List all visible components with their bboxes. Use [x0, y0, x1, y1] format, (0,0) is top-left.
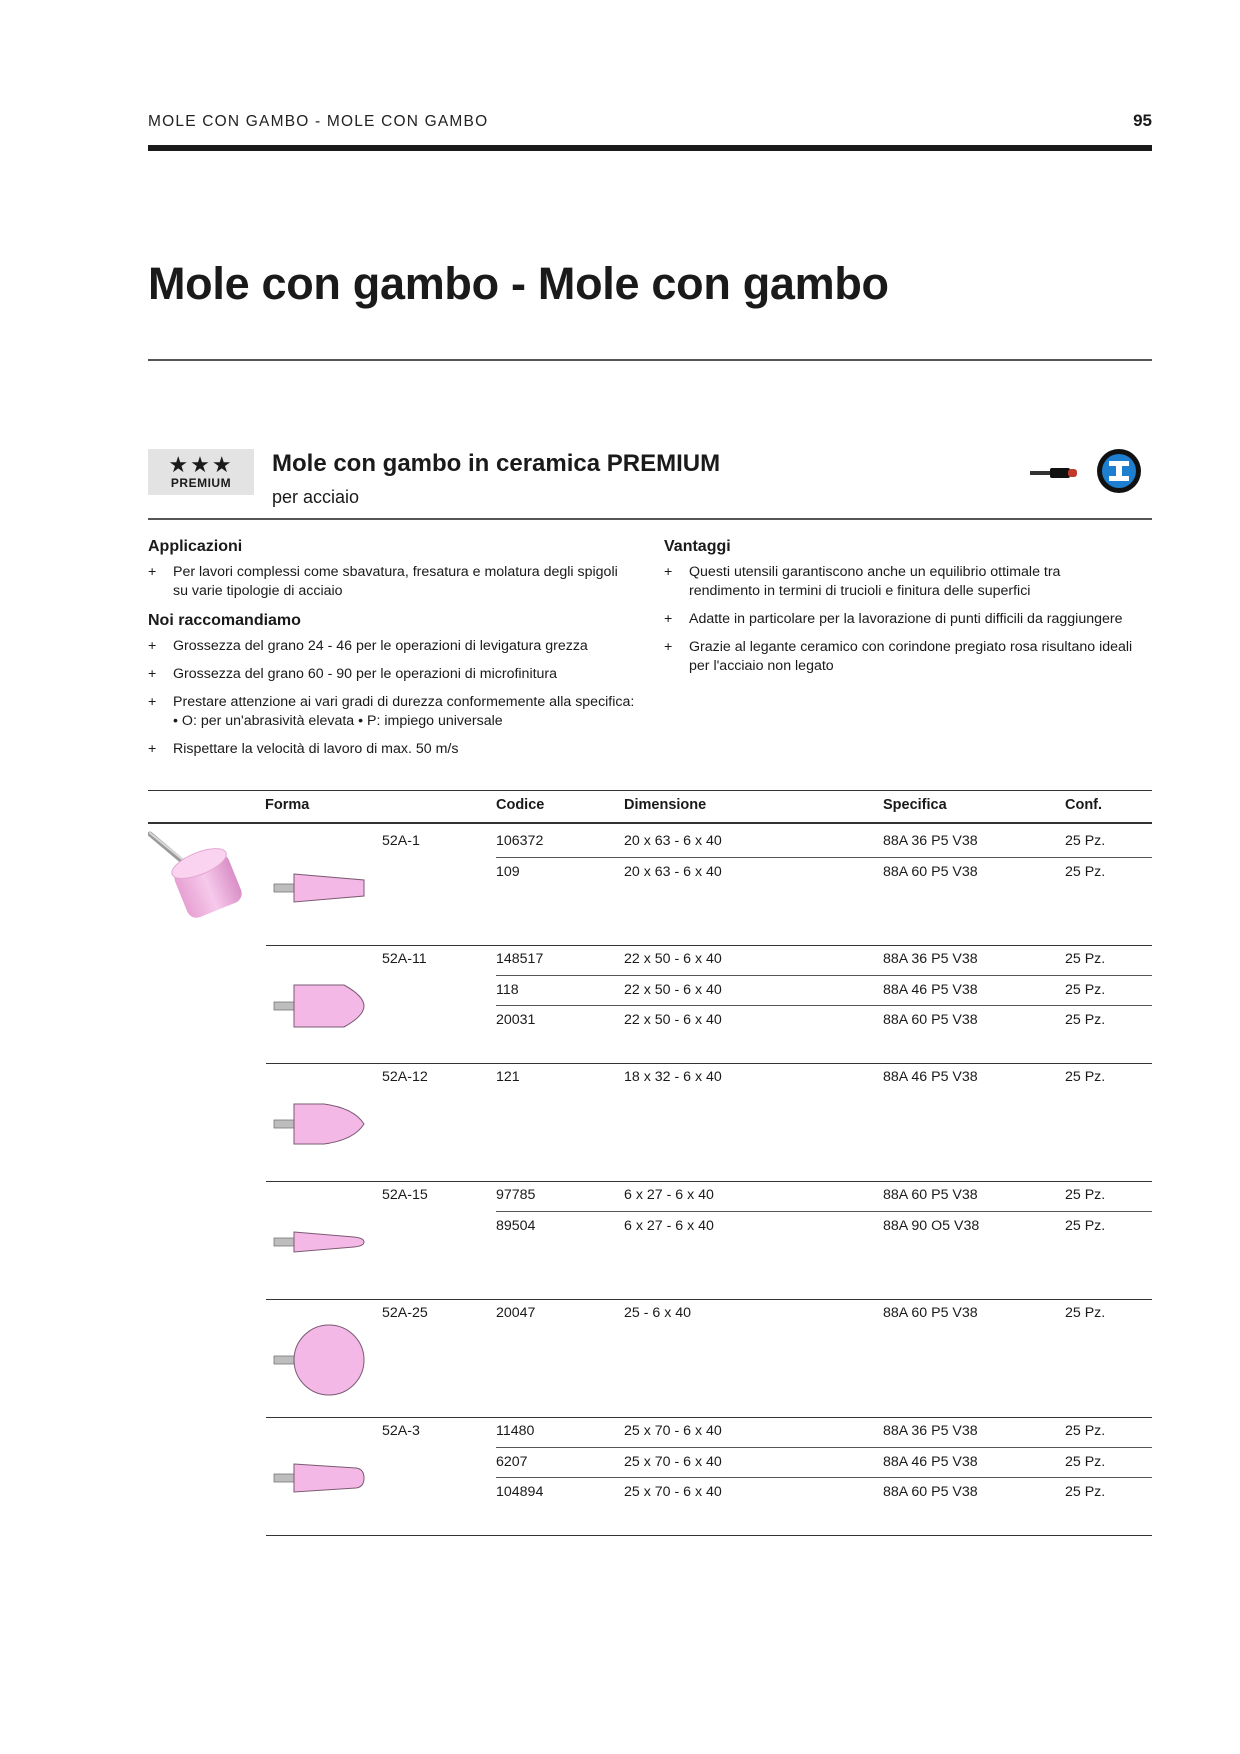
table-cell: 25 Pz. — [1065, 981, 1106, 998]
ball-shape-icon — [272, 1322, 372, 1398]
table-cell: 25 Pz. — [1065, 1423, 1106, 1439]
taper-shape-icon — [272, 858, 372, 918]
product-title: Mole con gambo in ceramica PREMIUM — [272, 450, 721, 477]
column-header-dimensione: Dimensione — [624, 797, 707, 813]
list-item-text: • O: per un'abrasività elevata • P: impiego universale — [173, 713, 503, 729]
bullet-nose-shape-icon — [272, 976, 372, 1036]
plus-icon: + — [148, 694, 157, 710]
raccomandiamo-heading: Noi raccomandiamo — [148, 612, 301, 629]
table-cell: 106372 — [496, 833, 544, 849]
table-cell: 88A 46 P5 V38 — [883, 981, 978, 998]
table-cell: 20 x 63 - 6 x 40 — [624, 863, 722, 880]
forma-code: 52A-3 — [382, 1423, 420, 1439]
table-cell: 88A 60 P5 V38 — [883, 863, 978, 880]
table-cell: 121 — [496, 1069, 520, 1085]
table-cell: 18 x 32 - 6 x 40 — [624, 1069, 722, 1085]
forma-code: 52A-1 — [382, 833, 420, 849]
table-cell: 88A 60 P5 V38 — [883, 1484, 978, 1500]
table-cell: 25 Pz. — [1065, 1217, 1106, 1234]
table-cell: 11480 — [496, 1423, 535, 1439]
table-cell: 109 — [496, 863, 520, 880]
table-top-rule — [148, 790, 1152, 791]
plus-icon: + — [664, 564, 673, 580]
table-cell: 89504 — [496, 1217, 536, 1234]
list-item-text: su varie tipologie di acciaio — [173, 583, 343, 599]
vantaggi-list — [664, 0, 1154, 800]
premium-label: PREMIUM — [170, 476, 232, 490]
slim-taper-shape-icon — [272, 1212, 372, 1272]
table-cell: 25 Pz. — [1065, 951, 1106, 967]
table-cell: 148517 — [496, 951, 544, 967]
page-number: 95 — [1133, 111, 1152, 130]
list-item-text: Grazie al legante ceramico con corindone pregiato rosa risultano ideali — [689, 639, 1133, 655]
group-divider — [266, 1535, 1152, 1536]
row-divider — [496, 1447, 1152, 1448]
group-divider — [266, 1417, 1152, 1418]
table-cell: 88A 90 O5 V38 — [883, 1217, 980, 1234]
table-cell: 6 x 27 - 6 x 40 — [624, 1187, 714, 1203]
table-cell: 25 x 70 - 6 x 40 — [624, 1423, 722, 1439]
forma-code: 52A-15 — [382, 1187, 428, 1203]
list-item-text: Per lavori complessi come sbavatura, fresatura e molatura degli spigoli — [173, 564, 618, 580]
list-item-text: Rispettare la velocità di lavoro di max. 50 m/s — [173, 741, 459, 757]
plus-icon: + — [664, 639, 673, 655]
table-cell: 25 x 70 - 6 x 40 — [624, 1453, 722, 1470]
table-cell: 20031 — [496, 1012, 536, 1028]
column-header-codice: Codice — [496, 797, 545, 813]
list-item-text: Questi utensili garantiscono anche un equilibrio ottimale tra — [689, 564, 1061, 580]
table-cell: 88A 46 P5 V38 — [883, 1453, 978, 1470]
plus-icon: + — [664, 611, 673, 627]
stars-icon: ★★★ — [168, 452, 234, 477]
table-cell: 25 Pz. — [1065, 1484, 1106, 1500]
row-divider — [496, 857, 1152, 858]
table-cell: 6207 — [496, 1453, 528, 1470]
raccomandiamo-list — [148, 0, 668, 800]
group-divider — [266, 1063, 1152, 1064]
table-cell: 22 x 50 - 6 x 40 — [624, 951, 722, 967]
table-cell: 25 Pz. — [1065, 863, 1106, 880]
table-cell: 25 Pz. — [1065, 833, 1106, 849]
table-cell: 22 x 50 - 6 x 40 — [624, 1012, 722, 1028]
table-cell: 104894 — [496, 1484, 544, 1500]
list-item-text: Grossezza del grano 60 - 90 per le operazioni di microfinitura — [173, 666, 558, 682]
plus-icon: + — [148, 564, 157, 580]
table-cell: 88A 36 P5 V38 — [883, 1423, 978, 1439]
list-item-text: Grossezza del grano 24 - 46 per le operazioni di levigatura grezza — [173, 638, 588, 654]
row-divider — [496, 1211, 1152, 1212]
column-header-specifica: Specifica — [883, 797, 947, 813]
table-cell: 25 Pz. — [1065, 1305, 1106, 1321]
applicazioni-heading: Applicazioni — [148, 538, 243, 555]
table-cell: 25 - 6 x 40 — [624, 1305, 692, 1321]
pointed-cone-shape-icon — [272, 1094, 372, 1154]
group-divider — [266, 1181, 1152, 1182]
row-divider — [496, 975, 1152, 976]
table-cell: 88A 60 P5 V38 — [883, 1187, 978, 1203]
group-divider — [266, 1299, 1152, 1300]
table-header-rule — [148, 822, 1152, 824]
table-cell: 97785 — [496, 1187, 536, 1203]
table-cell: 6 x 27 - 6 x 40 — [624, 1217, 714, 1234]
product-subtitle: per acciaio — [272, 487, 360, 507]
list-item-text: per l'acciaio non legato — [689, 658, 834, 674]
table-cell: 88A 46 P5 V38 — [883, 1069, 978, 1085]
table-cell: 88A 60 P5 V38 — [883, 1012, 978, 1028]
table-cell: 25 x 70 - 6 x 40 — [624, 1484, 722, 1500]
table-cell: 22 x 50 - 6 x 40 — [624, 981, 722, 998]
table-cell: 25 Pz. — [1065, 1012, 1106, 1028]
forma-code: 52A-25 — [382, 1305, 428, 1321]
column-header-forma: Forma — [265, 797, 310, 813]
row-divider — [496, 1005, 1152, 1006]
table-cell: 20 x 63 - 6 x 40 — [624, 833, 722, 849]
row-divider — [496, 1477, 1152, 1478]
plus-icon: + — [148, 666, 157, 682]
group-divider — [266, 945, 1152, 946]
mounted-point-photo — [148, 828, 258, 928]
column-header-conf: Conf. — [1065, 797, 1103, 813]
table-cell: 88A 36 P5 V38 — [883, 951, 978, 967]
forma-code: 52A-11 — [382, 951, 427, 967]
table-cell: 25 Pz. — [1065, 1187, 1106, 1203]
table-cell: 88A 60 P5 V38 — [883, 1305, 978, 1321]
table-cell: 20047 — [496, 1305, 536, 1321]
table-cell: 88A 36 P5 V38 — [883, 833, 978, 849]
list-item-text: rendimento in termini di trucioli e finitura delle superfici — [689, 583, 1031, 599]
plus-icon: + — [148, 638, 157, 654]
plus-icon: + — [148, 741, 157, 757]
table-cell: 25 Pz. — [1065, 1069, 1106, 1085]
round-taper-shape-icon — [272, 1448, 372, 1508]
list-item-text: Prestare attenzione ai vari gradi di durezza conformemente alla specifica: — [173, 694, 635, 710]
table-cell: 25 Pz. — [1065, 1453, 1106, 1470]
running-title: MOLE CON GAMBO - MOLE CON GAMBO — [148, 113, 489, 130]
list-item-text: Adatte in particolare per la lavorazione di punti difficili da raggiungere — [689, 611, 1123, 627]
vantaggi-heading: Vantaggi — [664, 538, 731, 555]
forma-code: 52A-12 — [382, 1069, 428, 1085]
page-title: Mole con gambo - Mole con gambo — [148, 258, 889, 309]
table-cell: 118 — [496, 981, 519, 998]
